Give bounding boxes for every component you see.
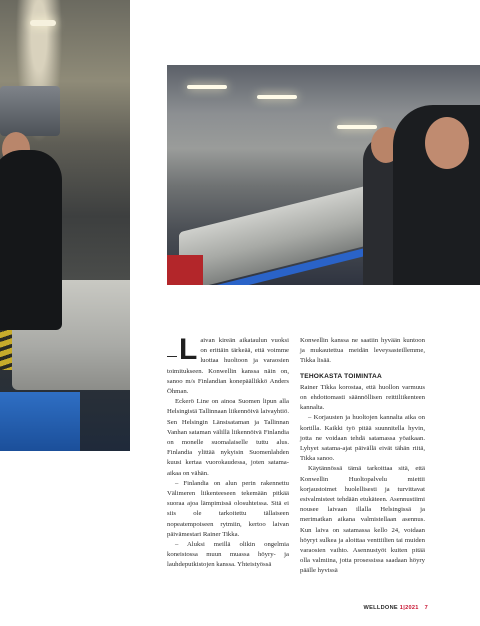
paragraph: Rainer Tikka korostaa, että huollon varmuus on ehdottomasti säännöllisen reittiliikenteen kannalta. — [300, 383, 425, 412]
article-column-2 — [300, 336, 425, 577]
paragraph: Eckerö Line on ainoa Suomen lipun alla Helsingistä Tallinnaan liikennöivä laivayhtiö. Sen Helsingin Länsisataman ja Tallinnan Vanhan sataman välillä liikennöivä Finlandia on monelle suomalaiselle tuttu alus. Finlandia ylittää nykyisin Suomenlahden kuusi kertaa vuorokaudessa, joten satama-aikaa on vähän. — [167, 398, 289, 477]
page-footer — [364, 605, 428, 611]
magazine-name: WELLDONE — [363, 605, 398, 611]
paragraph: – Aluksi meillä olikin ongelmia koneistossa muun muassa höyry- ja lauhdeputkistojen kanssa. Yhteistyössä — [167, 541, 289, 569]
blue-machinery — [0, 392, 80, 451]
article-column-1 — [167, 333, 289, 571]
drop-cap: L — [179, 333, 198, 366]
paragraph: Käytännössä tämä tarkoittaa sitä, että Konwellin Huoltopalvelu miettii korjaustoimet huolellisesti ja turvittavat esivalmisteet tehdään etukäteen. Asennustiimi nousee laivaan illalla Helsingissä ja merimatkan aikana valmistellaan asennus. Kun laiva on satamassa kello 24, voidaan höyryt sulkea ja aloittaa venttiilien tai muiden varaosien vaihto. Asennustyöt kuiten pitää olla valmiina, jotta prosessissa saadaan höyry päälle hyvissä — [300, 465, 425, 575]
pipe — [0, 86, 60, 136]
section-heading: TEHOKASTA TOIMINTAA — [300, 372, 382, 380]
page-number: 7 — [424, 605, 428, 611]
paragraph: aivan kireän aikataulun vuoksi on erittäin tärkeää, että voimme luottaa huoltoon ja varaosien toimitukseen. Konwellin kanssa näin on, sanoo m/s Finlandian konepäällikkö Anders Öhman. — [167, 337, 289, 396]
engine-room-photo-right — [167, 65, 480, 285]
ceiling-light — [187, 85, 227, 89]
lead-dash — [167, 356, 177, 357]
ceiling-lamp — [30, 20, 56, 26]
person-figure — [0, 150, 62, 330]
ceiling-light — [337, 125, 377, 129]
paragraph: Konwellin kanssa ne saatiin hyvään kuntoon ja mukautettua meidän leveysasteillemme, Tikka lisää. — [300, 337, 425, 365]
ceiling-light — [257, 95, 297, 99]
paragraph: – Finlandia on alun perin rakennettu Välimeren liikenteeseen tekemään pitkää suoraa ajoa lämpimissä olosuhteissa. Sitä ei siis ole tarkoitettu tällaiseen nopeatempoiseen rytmiin, kertoo laivan päivämestari Rainer Tikka. — [167, 479, 289, 538]
engine-room-photo-left — [0, 0, 130, 451]
paragraph: – Korjausten ja huoltojen kannalta aika on kortilla. Kaikki työ pitää suunnitella hyvin, jotta ne voidaan tehdä satamassa yöaikaan. Lyhyet satama-ajat päivällä eivät tähän riitä, Tikka sanoo. — [300, 414, 425, 463]
red-machinery — [167, 255, 203, 285]
chief-engineer-head — [425, 117, 469, 169]
lead-paragraph — [167, 333, 289, 397]
issue-number: 1|2021 — [399, 605, 419, 611]
